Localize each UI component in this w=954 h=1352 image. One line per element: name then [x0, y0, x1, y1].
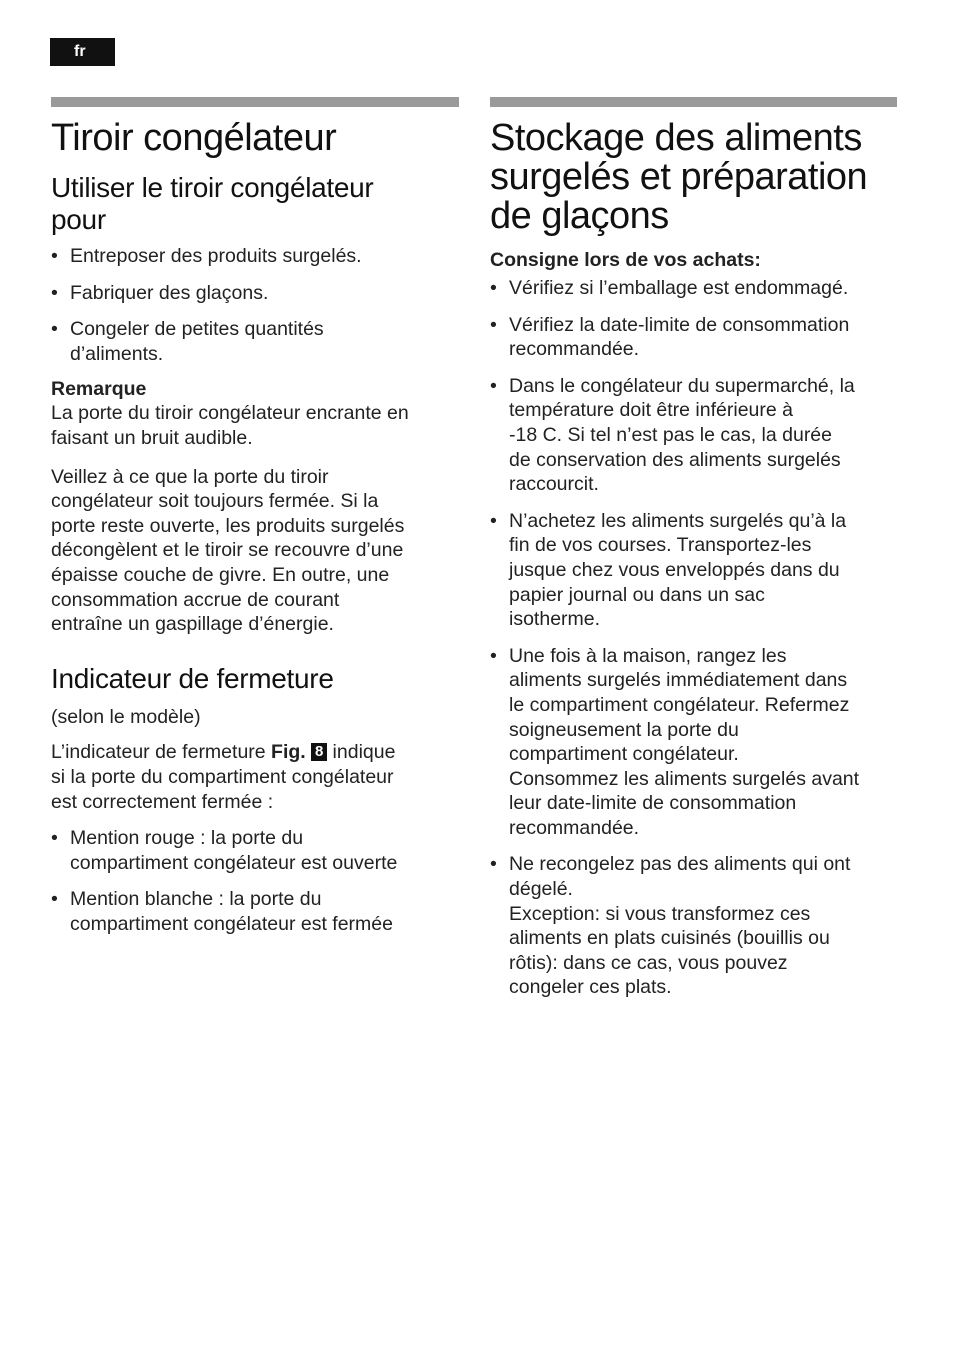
bullet-icon: • [490, 277, 497, 299]
section-rule [490, 97, 897, 107]
section-title-storage: Stockage des aliments surgelés et préparation de glaçons [490, 117, 868, 237]
bullet-icon: • [51, 827, 58, 850]
list-item: • Congeler de petites quantités d’aliments. [51, 318, 324, 365]
figure-label: Fig. [271, 741, 306, 764]
remark-text: La porte du tiroir congélateur encrante en faisant un bruit audible. [51, 402, 409, 449]
bullet-icon: • [490, 853, 497, 876]
bullet-icon: • [51, 318, 58, 341]
list-item: • N’achetez les aliments surgelés qu’à la fin de vos courses. Transportez-les jusque chez vous enveloppés dans du papier journal ou dans un sac isotherme. [490, 509, 847, 631]
bullet-icon: • [51, 888, 58, 911]
indicator-list [51, 826, 459, 936]
model-note: (selon le modèle) [51, 705, 201, 728]
advice-list [490, 276, 897, 1000]
usage-list [51, 244, 459, 366]
list-item: • Une fois à la maison, rangez les aliments surgelés immédiatement dans le compartiment congélateur. Refermez soigneusement la porte du compartiment congélateur. Consommez les aliments surgelés avant leur date-limite de consommation recommandée. [490, 644, 860, 839]
bullet-icon: • [490, 313, 497, 336]
list-item: • Entreposer des produits surgelés. [51, 245, 362, 267]
section-heading-indicator: Indicateur de fermeture [51, 662, 334, 694]
warning-paragraph: Veillez à ce que la porte du tiroir congélateur soit toujours fermée. Si la porte reste ouverte, les produits surgelés décongèlent et le tiroir se recouvre d’une épaisse couche de givre. En outre, une consommation accrue de courant entraîne un gaspillage d’énergie. [51, 465, 405, 636]
bullet-icon: • [490, 509, 497, 532]
purchase-advice-heading: Consigne lors de vos achats: [490, 249, 761, 271]
section-rule [51, 97, 459, 107]
bullet-icon: • [51, 281, 58, 304]
list-item: • Vérifiez si l’emballage est endommagé. [490, 277, 849, 299]
page-title: Tiroir congélateur [51, 117, 337, 159]
bullet-icon: • [490, 644, 497, 667]
bullet-icon: • [51, 245, 58, 267]
left-column [51, 97, 459, 948]
language-tab: fr [50, 38, 115, 66]
list-item: • Mention blanche : la porte du compartiment congélateur est fermée [51, 888, 393, 935]
list-item: • Ne recongelez pas des aliments qui ont dégelé. Exception: si vous transformez ces aliments en plats cuisinés (bouillis ou rôtis): dans ce cas, vous pouvez congeler ces plats. [490, 853, 851, 999]
indicator-intro: L’indicateur de fermeture Fig. 8 indique si la porte du compartiment congélateur est correctement fermée : [51, 741, 396, 813]
list-item: • Fabriquer des glaçons. [51, 281, 269, 304]
bullet-icon: • [490, 374, 497, 397]
list-item: • Dans le congélateur du supermarché, la température doit être inférieure à -18 C. Si tel n’est pas le cas, la durée de conservation des aliments surgelés raccourcit. [490, 374, 855, 496]
figure-number-badge: 8 [311, 743, 327, 761]
remark-label: Remarque [51, 378, 147, 401]
right-column [490, 97, 897, 1012]
list-item: • Mention rouge : la porte du compartiment congélateur est ouverte [51, 827, 398, 874]
list-item: • Vérifiez la date-limite de consommation recommandée. [490, 313, 850, 361]
section-heading-usage: Utiliser le tiroir congélateur pour [51, 172, 374, 235]
